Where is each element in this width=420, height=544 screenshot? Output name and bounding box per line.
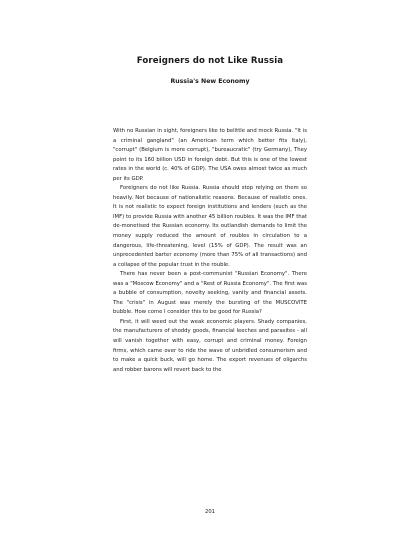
page-number: 201 [205,509,215,515]
body-text [113,127,307,375]
chapter-subtitle: Russia's New Economy [170,78,250,85]
paragraph-2: Foreigners do not like Russia. Russia should stop relying on them so heavily. Not because of nationalistic reasons. Because of realistic ones. It is not realistic to expect foreign institutions and lenders (such as the IMF) to provide Russia with another 45 billion roubles. It was the IMF that de-monetised the Russian economy. Its outlandish demands to limit the money supply reduced the amount of roubles in circulation to a dangerous, life-threatening, level (15% of GDP). The result was an unprecedented barter economy (more than 75% of all transactions) and a collapse of the popular trust in the rouble. [113,185,307,268]
paragraph-4: First, it will weed out the weak economic players. Shady companies, the manufacturers of shoddy goods, financial leeches and parasites - all will vanish together with easy, corrupt and criminal money. Foreign firms, which came over to ride the wave of unbridled consumerism and to make a quick buck, will go home. The export revenues of oligarchs and robber barons will revert back to the [113,318,307,373]
paragraph-1: With no Russian in sight, foreigners like to belittle and mock Russia. "It is a criminal gangland" (an American term which better fits Italy), "corrupt" (Belgium is more corrupt), "bureaucratic" (try Germany), They point to its 160 billion USD in foreign debt. But this is one of the lowest rates in the world (c. 40% of GDP). The USA owes almost twice as much per its GDP. [113,128,307,182]
paragraph-3: There has never been a post-communist "Russian Economy". There was a "Moscow Economy" and a "Rest of Russia Economy". The first was a bubble of consumption, novelty seeking, vanity and financial assets. The "crisis" in August was merely the bursting of the MUSCOVITE bubble. How come I consider this to be good for Russia? [113,271,307,316]
chapter-title: Foreigners do not Like Russia [136,56,284,66]
